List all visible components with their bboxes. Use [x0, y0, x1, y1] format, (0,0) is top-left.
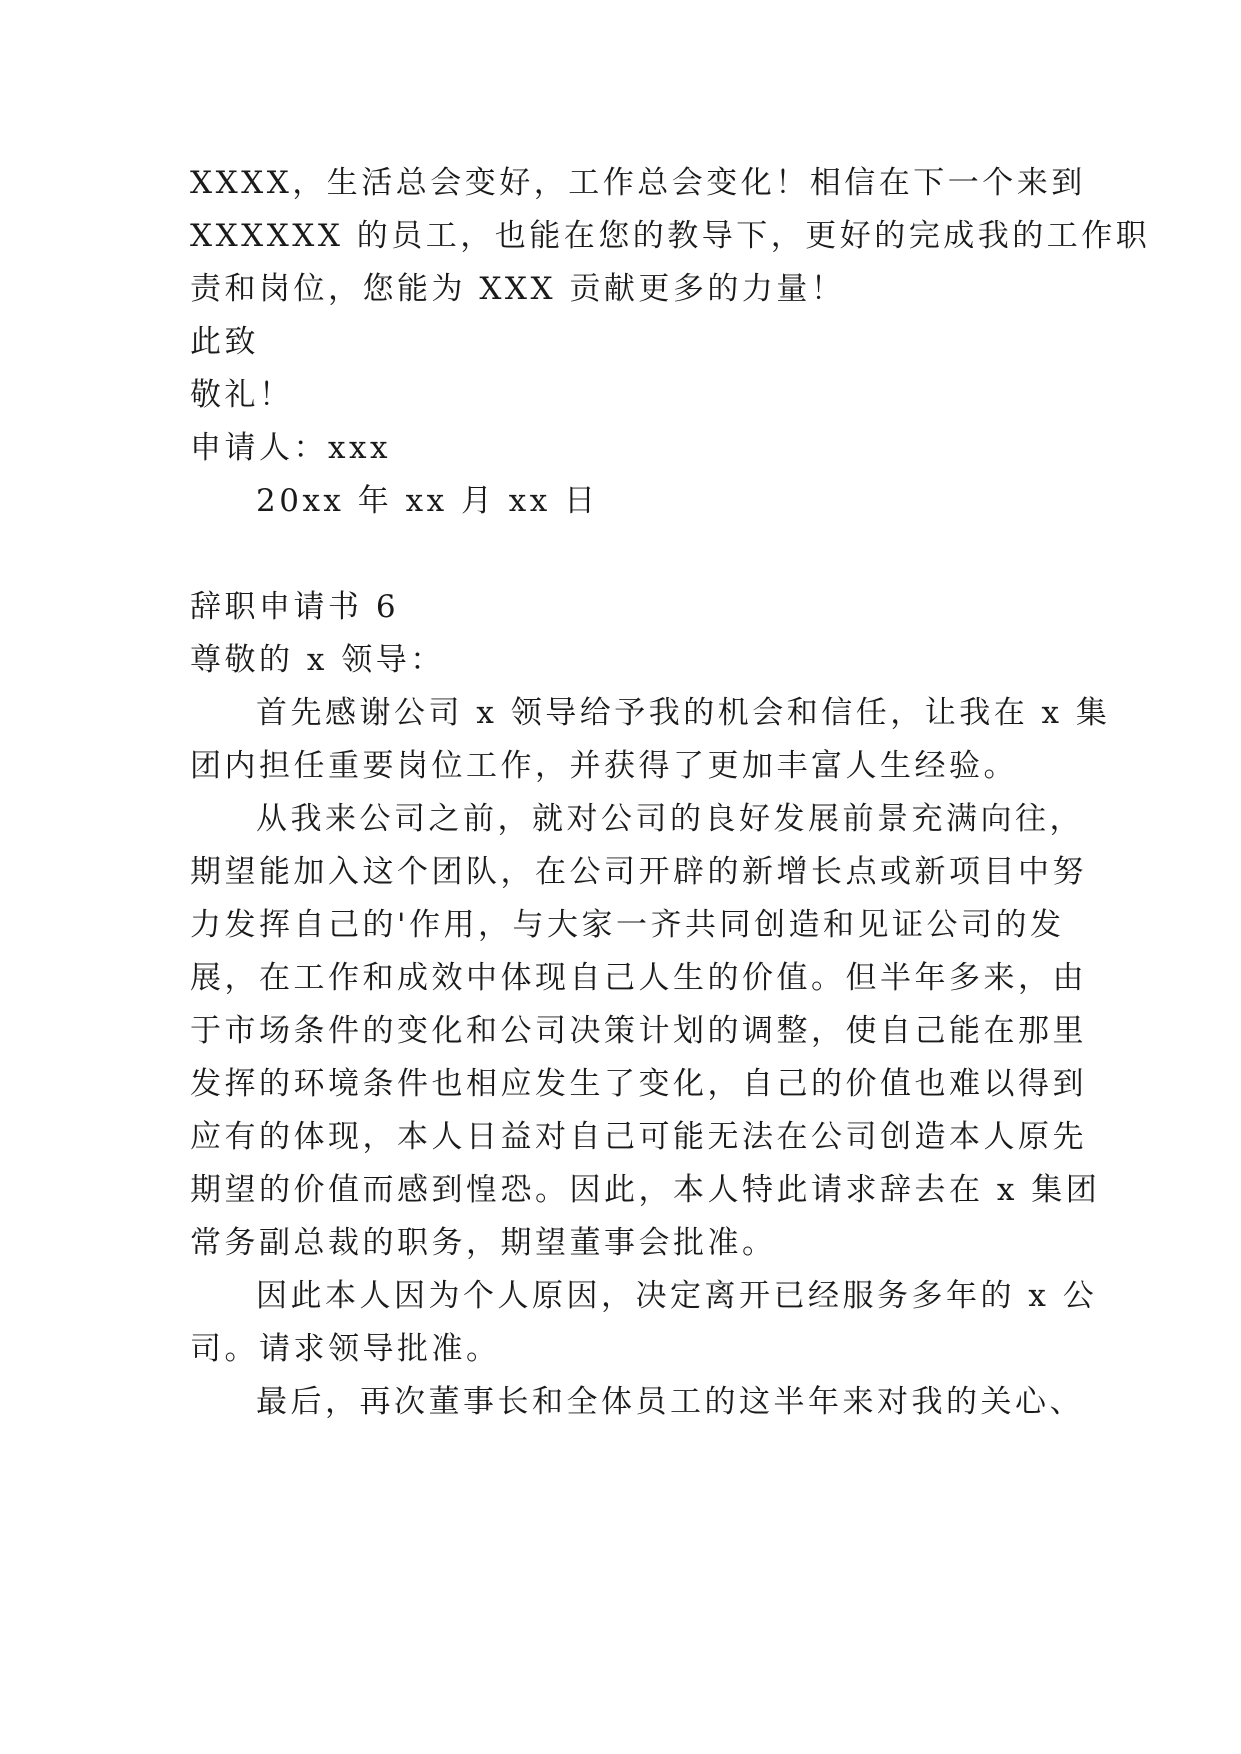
paragraph-line: 应有的体现，本人日益对自己可能无法在公司创造本人原先: [190, 1119, 1087, 1155]
closing-line: 此致: [190, 324, 259, 360]
letter-title: 辞职申请书 6: [190, 589, 400, 625]
closing-line: 敬礼！: [190, 377, 294, 413]
paragraph-line: XXXXXX 的员工，也能在您的教导下，更好的完成我的工作职: [190, 218, 1151, 254]
paragraph-line: 于市场条件的变化和公司决策计划的调整，使自己能在那里: [190, 1013, 1087, 1049]
paragraph-line: 期望的价值而感到惶恐。因此，本人特此请求辞去在 x 集团: [190, 1172, 1101, 1208]
paragraph-line: 因此本人因为个人原因，决定离开已经服务多年的 x 公: [256, 1278, 1098, 1314]
applicant-line: 申请人：xxx: [190, 430, 391, 466]
date-line: 20xx 年 xx 月 xx 日: [256, 483, 599, 519]
paragraph-line: 最后，再次董事长和全体员工的这半年来对我的关心、: [256, 1384, 1084, 1420]
paragraph-line: XXXX，生活总会变好，工作总会变化！相信在下一个来到: [190, 165, 1086, 201]
paragraph-line: 常务副总裁的职务，期望董事会批准。: [190, 1225, 777, 1261]
paragraph-line: 期望能加入这个团队，在公司开辟的新增长点或新项目中努: [190, 854, 1087, 890]
paragraph-line: 力发挥自己的'作用，与大家一齐共同创造和见证公司的发: [190, 907, 1065, 943]
paragraph-line: 团内担任重要岗位工作，并获得了更加丰富人生经验。: [190, 748, 1018, 784]
salutation: 尊敬的 x 领导：: [190, 642, 445, 678]
paragraph-line: 责和岗位，您能为 XXX 贡献更多的力量！: [190, 271, 846, 307]
paragraph-line: 从我来公司之前，就对公司的良好发展前景充满向往，: [256, 801, 1084, 837]
paragraph-line: 司。请求领导批准。: [190, 1331, 501, 1367]
paragraph-line: 发挥的环境条件也相应发生了变化，自己的价值也难以得到: [190, 1066, 1087, 1102]
paragraph-line: 展，在工作和成效中体现自己人生的价值。但半年多来，由: [190, 960, 1087, 996]
paragraph-line: 首先感谢公司 x 领导给予我的机会和信任，让我在 x 集: [256, 695, 1111, 731]
